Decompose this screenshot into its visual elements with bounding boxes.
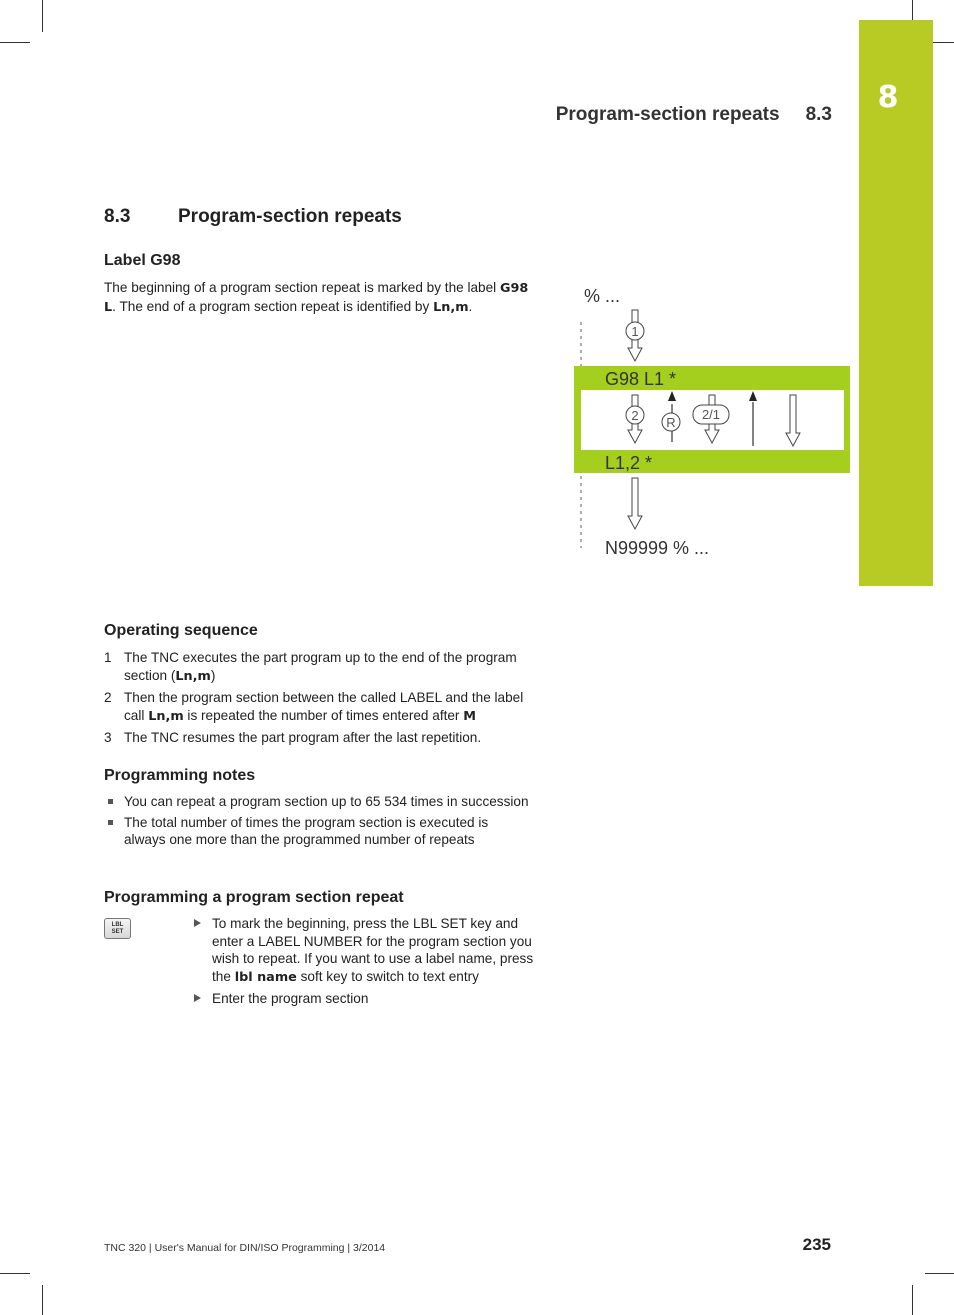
crop-mark xyxy=(0,42,30,43)
program-end-label: N99999 % ... xyxy=(605,538,710,558)
list-item xyxy=(104,689,544,725)
footer-text: TNC 320 | User's Manual for DIN/ISO Programming | 3/2014 xyxy=(104,1242,386,1254)
item-number: 1 xyxy=(104,650,112,665)
program-repeat-diagram xyxy=(572,280,852,565)
label-g98-text xyxy=(104,279,532,316)
running-header-title: Program-section repeats xyxy=(555,104,780,125)
code-run: G98 L xyxy=(104,281,529,315)
text-run: ) xyxy=(210,667,216,683)
item-number: 2 xyxy=(104,690,112,705)
bullet-icon xyxy=(108,820,113,825)
section-title: Program-section repeats xyxy=(178,206,402,227)
code-run: lbl name xyxy=(234,969,297,985)
code-run: Ln,m xyxy=(175,668,211,684)
program-start-label: % ... xyxy=(584,286,621,306)
lbl-set-key-icon xyxy=(104,918,131,939)
crop-mark xyxy=(42,0,43,32)
programming-notes-heading: Programming notes xyxy=(104,767,256,784)
arrow-down-bottom xyxy=(628,478,642,529)
label-end-text: L1,2 * xyxy=(605,453,653,473)
list-item xyxy=(104,814,529,849)
chapter-number: 8 xyxy=(877,80,899,115)
code-run: Ln,m xyxy=(148,708,184,724)
marker-21-label: 2/1 xyxy=(701,407,721,422)
crop-mark xyxy=(0,1273,30,1274)
crop-mark xyxy=(912,0,913,20)
text-run: You can repeat a program section up to 65 534 times in succession xyxy=(124,794,529,809)
programming-notes-list xyxy=(104,793,529,852)
text-run: The TNC executes the part program up to the end of the program section ( xyxy=(124,650,517,683)
text-run: . xyxy=(468,298,473,314)
crop-mark xyxy=(42,1285,43,1315)
running-header xyxy=(556,104,832,126)
step-arrow-icon xyxy=(194,919,201,927)
label-start-text: G98 L1 * xyxy=(605,369,677,389)
code-run: Ln,m xyxy=(433,299,469,315)
marker-2-label: 2 xyxy=(631,408,639,423)
chapter-tab xyxy=(859,20,933,586)
programming-repeat-heading: Programming a program section repeat xyxy=(104,889,404,906)
crop-mark xyxy=(925,1273,954,1274)
operating-sequence-heading: Operating sequence xyxy=(104,622,258,639)
text-run: soft key to switch to text entry xyxy=(296,968,479,984)
page-number: 235 xyxy=(802,1235,831,1254)
section-number: 8.3 xyxy=(104,206,131,227)
section-heading xyxy=(104,206,402,228)
running-header-section: 8.3 xyxy=(805,104,832,125)
list-item xyxy=(192,990,537,1008)
key-label: SET xyxy=(111,929,124,935)
text-run: Enter the program section xyxy=(212,991,369,1006)
list-item xyxy=(104,649,544,685)
operating-sequence-list xyxy=(104,649,544,751)
text-run: is repeated the number of times entered after xyxy=(183,707,464,723)
text-run: Then the program section between the called LABEL and the label call xyxy=(124,690,524,723)
text-run: The TNC resumes the part program after the last repetition. xyxy=(124,730,482,745)
text-run: The beginning of a program section repeat is marked by the label xyxy=(104,280,500,295)
item-number: 3 xyxy=(104,730,112,745)
list-item xyxy=(192,915,537,986)
text-run: . The end of a program section repeat is identified by xyxy=(112,298,434,314)
crop-mark xyxy=(912,1285,913,1315)
marker-r-label: R xyxy=(666,415,676,430)
bullet-icon xyxy=(108,799,113,804)
label-g98-heading: Label G98 xyxy=(104,252,181,269)
code-run: M xyxy=(463,708,476,724)
key-label: LBL xyxy=(111,922,124,928)
marker-1-label: 1 xyxy=(631,324,639,339)
text-run: To mark the beginning, press the LBL SET key and enter a LABEL NUMBER for the program section you wish to repeat. If you want to use a label name, press the xyxy=(212,916,534,984)
text-run: The total number of times the program section is executed is always one more than the programmed number of repeats xyxy=(124,814,489,847)
programming-steps-list xyxy=(192,915,537,1012)
step-arrow-icon xyxy=(194,994,201,1002)
list-item xyxy=(104,793,529,811)
list-item xyxy=(104,729,544,747)
